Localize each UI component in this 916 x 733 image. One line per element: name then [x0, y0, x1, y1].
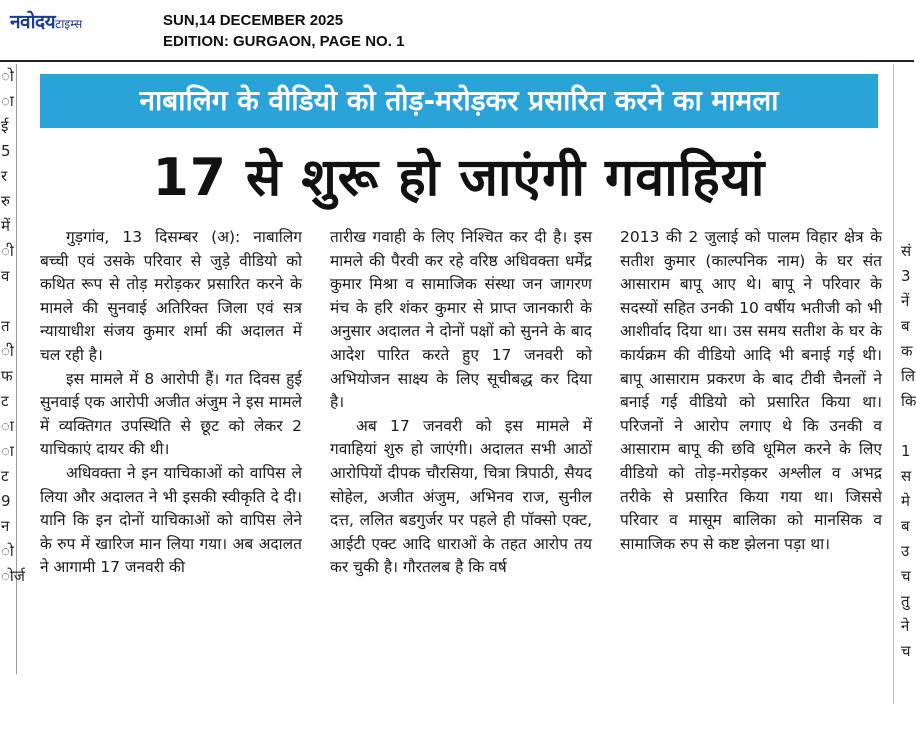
paragraph: अब 17 जनवरी को इस मामले में गवाहियां शुरु हो जाएंगी। अदालत सभी आठों आरोपियों दीपक चौरसिया, चित्रा त्रिपाठी, सैयद सोहेल, अजीत अंजुम, अभिनव राज, सुनील दत्त, ललित बडगुर्जर पर पहले ही पॉक्सो एक्ट, आईटी एक्ट आदि धाराओं के तहत आरोप तय कर चुकी है। गौरतलब है कि वर्ष	[330, 416, 592, 577]
adjacent-text-fragment: ई	[1, 117, 9, 135]
adjacent-text-fragment: 9	[1, 492, 11, 510]
adjacent-text-fragment: ो	[1, 67, 14, 85]
adjacent-text-fragment: ा	[1, 417, 14, 435]
publication-date: SUN,14 DECEMBER 2025	[163, 12, 344, 29]
paragraph: 2013 की 2 जुलाई को पालम विहार क्षेत्र के सतीश कुमार (काल्पनिक नाम) के घर संत आसाराम बापू आए थे। बापू ने परिवार के सदस्यों सहित उनकी 10 वर्षीय भतीजी को भी आशीर्वाद दिया था। उस समय सतीश के घर के कार्यक्रम की वीडियो आदि भी बनाई गई थी। बापू आसाराम प्रकरण के बाद टीवी चैनलों ने बनाई गई वीडियो को प्रसारित किया था। परिजनों ने आरोप लगाए थे कि उनकी व आसाराम बापू की छवि धूमिल करने के लिए वीडियो को तोड़-मरोड़कर अश्लील व अभद्र तरीके से प्रसारित किया गया था। जिससे परिवार व मासूम बालिका को मानसिक व सामाजिक रुप से कष्ट झेलना पड़ा था।	[620, 228, 882, 553]
article-headline: 17 से शुरू हो जाएंगी गवाहियां	[152, 148, 766, 208]
newspaper-logo	[10, 8, 82, 34]
adjacent-text-fragment	[895, 89, 914, 114]
adjacent-text-fragment: च	[901, 642, 911, 660]
paragraph: अधिवक्ता ने इन याचिकाओं को वापिस ले लिया और अदालत ने भी इसकी स्वीकृति दे दी। यानि कि इन दोनों याचिकाओं को वापिस लेने के रुप में खारिज मान लिया गया। अब अदालत ने आगामी 17 जनवरी की	[40, 463, 302, 577]
adjacent-text-fragment: व	[1, 267, 10, 285]
paragraph: इस मामले में 8 आरोपी हैं। गत दिवस हुई सुनवाई एक आरोपी अजीत अंजुम ने इस मामले में व्यक्तिगत उपस्थिति से छूट को लेकर 2 याचिकाएं दायर की थी।	[40, 369, 302, 459]
adjacent-text-fragment: ी	[1, 242, 14, 260]
adjacent-text-fragment: फ	[1, 367, 13, 385]
adjacent-text-fragment	[895, 114, 914, 139]
adjacent-text-fragment	[895, 189, 914, 214]
adjacent-text-fragment	[895, 64, 914, 89]
adjacent-text-fragment: मे	[901, 492, 910, 510]
adjacent-text-fragment	[895, 214, 914, 239]
masthead	[0, 0, 914, 60]
adjacent-text-fragment: तु	[901, 592, 910, 610]
article-column-3	[620, 226, 882, 556]
adjacent-text-fragment: स	[901, 467, 912, 485]
adjacent-text-fragment: त	[1, 317, 10, 335]
adjacent-text-fragment: ोर्ज	[1, 567, 25, 585]
logo-sub-text: टाइम्स	[55, 17, 83, 31]
adjacent-text-fragment: ट	[1, 467, 9, 485]
column-divider-right	[893, 64, 894, 704]
adjacent-text-fragment: रु	[1, 192, 10, 210]
adjacent-text-fragment: र	[1, 167, 8, 185]
adjacent-text-fragment: सं	[901, 242, 912, 260]
paragraph: गुड़गांव, 13 दिसम्बर (अ): नाबालिग बच्ची एवं उसके परिवार से जुड़े वीडियो को कथित रूप से तोड़ मरोड़कर प्रसारित करने के मामले की सुनवाई अतिरिक्त जिला एवं सत्र न्यायाधीश संजय कुमार शर्मा की अदालत में चल रही है।	[40, 228, 302, 364]
header-rule	[0, 60, 914, 62]
adjacent-text-fragment: 5	[1, 142, 11, 160]
adjacent-text-fragment: नें	[901, 292, 910, 310]
adjacent-text-fragment: ा	[1, 442, 14, 460]
adjacent-text-fragment	[895, 164, 914, 189]
logo-main-text: नवोदय	[10, 11, 56, 33]
adjacent-text-fragment: उ	[901, 542, 910, 560]
adjacent-text-fragment	[895, 414, 914, 439]
adjacent-text-fragment	[895, 139, 914, 164]
adjacent-article-right	[895, 64, 914, 704]
article-kicker	[40, 74, 878, 128]
adjacent-text-fragment: में	[1, 217, 10, 235]
kicker-text: नाबालिग के वीडियो को तोड़-मरोड़कर प्रसारित करने का मामला	[139, 84, 779, 117]
adjacent-text-fragment: ट	[1, 392, 9, 410]
adjacent-text-fragment: च	[901, 567, 911, 585]
edition-info: EDITION: GURGAON, PAGE NO. 1	[163, 33, 405, 50]
adjacent-text-fragment: 1	[901, 442, 911, 460]
adjacent-article-left	[0, 64, 25, 674]
adjacent-text-fragment: 3	[901, 267, 911, 285]
adjacent-text-fragment: लि	[901, 367, 916, 385]
adjacent-text-fragment: ा	[1, 92, 14, 110]
adjacent-text-fragment: कि	[901, 392, 916, 410]
article-column-2	[330, 226, 592, 580]
adjacent-text-fragment: ब	[901, 317, 910, 335]
adjacent-text-fragment: ने	[901, 617, 910, 635]
adjacent-text-fragment: न	[1, 517, 10, 535]
adjacent-text-fragment: ो	[1, 542, 14, 560]
paragraph: तारीख गवाही के लिए निश्चित कर दी है। इस मामले की पैरवी कर रहे वरिष्ठ अधिवक्ता धर्मेंद्र कुमार मिश्रा व सामाजिक संस्था जन जागरण मंच के हरि शंकर कुमार से प्राप्त जानकारी के अनुसार अदालत ने दोनों पक्षों को सुनने के बाद आदेश पारित करते हुए 17 जनवरी को अभियोजन साक्ष्य के लिए सूचीबद्ध कर दिया है।	[330, 228, 592, 412]
adjacent-text-fragment: क	[901, 342, 913, 360]
adjacent-text-fragment	[0, 289, 16, 314]
adjacent-text-fragment: ब	[901, 517, 910, 535]
adjacent-text-fragment: ी	[1, 342, 14, 360]
edition-meta	[163, 10, 404, 52]
article-column-1	[40, 226, 302, 580]
